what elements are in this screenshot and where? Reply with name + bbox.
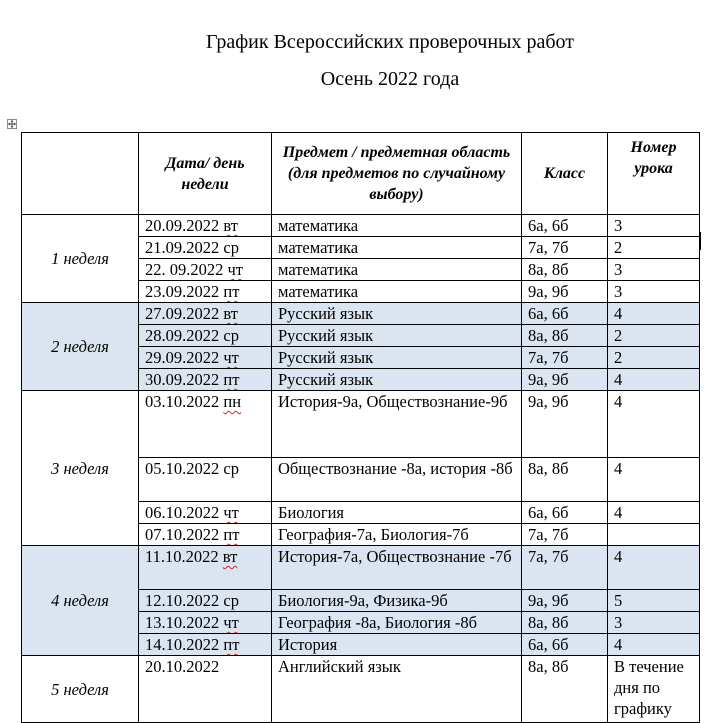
date-cell	[139, 303, 272, 325]
subject-cell: Биология	[272, 502, 522, 524]
date-cell	[139, 347, 272, 369]
document-subtitle: Осень 2022 года	[320, 68, 460, 90]
class-cell: 9а, 9б	[522, 281, 608, 303]
header-week	[22, 133, 139, 215]
class-cell: 8а, 8б	[522, 259, 608, 281]
weekday-text: ср	[223, 238, 239, 257]
schedule-table	[21, 132, 700, 723]
subject-cell: математика	[272, 281, 522, 303]
lesson-cell: 4	[608, 502, 700, 524]
lesson-cell: 4	[608, 458, 700, 502]
date-text: 30.09.2022	[145, 370, 220, 389]
date-cell	[139, 281, 272, 303]
lesson-cell: В течение дня по графику	[608, 656, 700, 723]
date-cell	[139, 546, 272, 590]
weekday-text: пн	[223, 392, 242, 411]
week-label: 2 неделя	[22, 303, 139, 391]
class-cell: 6а, 6б	[522, 502, 608, 524]
weekday-text: пт	[223, 635, 240, 654]
date-text: 07.10.2022	[145, 525, 220, 544]
lesson-cell: 2	[608, 347, 700, 369]
subject-cell: Обществознание -8а, история -8б	[272, 458, 522, 502]
date-text: 11.10.2022	[145, 547, 219, 566]
lesson-cell: 3	[608, 215, 700, 237]
lesson-cell: 2	[608, 237, 700, 259]
date-text: 06.10.2022	[145, 503, 220, 522]
document-title: График Всероссийских проверочных работ	[206, 31, 574, 53]
weekday-text: пт	[223, 525, 240, 544]
week-label: 1 неделя	[22, 215, 139, 303]
date-cell	[139, 369, 272, 391]
subject-cell: География -8а, Биология -8б	[272, 612, 522, 634]
table-row	[22, 215, 700, 237]
date-text: 29.09.2022	[145, 348, 220, 367]
weekday-text: ср	[223, 591, 239, 610]
date-cell	[139, 502, 272, 524]
class-cell: 8а, 8б	[522, 458, 608, 502]
date-text: 22. 09.2022	[145, 260, 224, 279]
lesson-cell: 5	[608, 590, 700, 612]
header-lesson: Номер урока	[608, 133, 700, 215]
date-text: 14.10.2022	[145, 635, 220, 654]
table-header-row	[22, 133, 700, 215]
date-text: 12.10.2022	[145, 591, 220, 610]
table-row	[22, 656, 700, 723]
subject-cell: Русский язык	[272, 303, 522, 325]
table-row	[22, 546, 700, 590]
subject-cell: математика	[272, 259, 522, 281]
lesson-cell: 4	[608, 303, 700, 325]
class-cell: 6а, 6б	[522, 634, 608, 656]
weekday-text: чт	[223, 613, 239, 632]
class-cell: 7а, 7б	[522, 237, 608, 259]
date-text: 21.09.2022	[145, 238, 220, 257]
subject-cell: Русский язык	[272, 347, 522, 369]
date-cell	[139, 391, 272, 458]
weekday-text: вт	[222, 547, 238, 566]
date-text: 05.10.2022	[145, 459, 220, 478]
subject-cell: математика	[272, 215, 522, 237]
weekday-text: чт	[223, 348, 239, 367]
class-cell: 8а, 8б	[522, 656, 608, 723]
lesson-cell: 3	[608, 281, 700, 303]
weekday-text: чт	[223, 503, 239, 522]
date-cell	[139, 259, 272, 281]
subject-cell: История-9а, Обществознание-9б	[272, 391, 522, 458]
date-text: 23.09.2022	[145, 282, 220, 301]
date-text: 20.10.2022	[145, 657, 220, 676]
header-date: Дата/ день недели	[139, 133, 272, 215]
date-cell	[139, 612, 272, 634]
date-cell	[139, 590, 272, 612]
date-text: 20.09.2022	[145, 216, 220, 235]
subject-cell: Английский язык	[272, 656, 522, 723]
class-cell: 6а, 6б	[522, 303, 608, 325]
subject-cell: математика	[272, 237, 522, 259]
subject-cell: Русский язык	[272, 369, 522, 391]
weekday-text: чт	[227, 260, 244, 279]
week-label: 5 неделя	[22, 656, 139, 723]
lesson-cell: 3	[608, 612, 700, 634]
class-cell: 7а, 7б	[522, 546, 608, 590]
class-cell: 7а, 7б	[522, 524, 608, 546]
week-label: 4 неделя	[22, 546, 139, 656]
header-class: Класс	[522, 133, 608, 215]
date-cell	[139, 656, 272, 723]
class-cell: 8а, 8б	[522, 612, 608, 634]
class-cell: 9а, 9б	[522, 369, 608, 391]
subject-cell: История-7а, Обществознание -7б	[272, 546, 522, 590]
lesson-cell: 3	[608, 259, 700, 281]
date-cell	[139, 634, 272, 656]
subject-cell: Биология-9а, Физика-9б	[272, 590, 522, 612]
lesson-cell: 4	[608, 391, 700, 458]
class-cell: 7а, 7б	[522, 347, 608, 369]
text-cursor	[700, 232, 701, 250]
class-cell: 8а, 8б	[522, 325, 608, 347]
date-cell	[139, 325, 272, 347]
date-text: 13.10.2022	[145, 613, 220, 632]
date-text: 03.10.2022	[145, 392, 220, 411]
date-text: 27.09.2022	[145, 304, 220, 323]
lesson-cell	[608, 524, 700, 546]
lesson-cell: 2	[608, 325, 700, 347]
weekday-text: вт	[223, 216, 238, 235]
table-move-handle-icon[interactable]	[7, 119, 17, 129]
week-label: 3 неделя	[22, 391, 139, 546]
class-cell: 9а, 9б	[522, 590, 608, 612]
date-cell	[139, 215, 272, 237]
weekday-text: ср	[223, 326, 239, 345]
class-cell: 9а, 9б	[522, 391, 608, 458]
weekday-text: пт	[223, 282, 240, 301]
weekday-text: вт	[223, 304, 238, 323]
table-row	[22, 391, 700, 458]
subject-cell: История	[272, 634, 522, 656]
class-cell: 6а, 6б	[522, 215, 608, 237]
lesson-cell: 4	[608, 369, 700, 391]
date-cell	[139, 524, 272, 546]
date-cell	[139, 237, 272, 259]
table-row	[22, 303, 700, 325]
lesson-cell: 4	[608, 634, 700, 656]
date-text: 28.09.2022	[145, 326, 220, 345]
header-subject: Предмет / предметная область (для предметов по случайному выбору)	[272, 133, 522, 215]
date-cell	[139, 458, 272, 502]
subject-cell: География-7а, Биология-7б	[272, 524, 522, 546]
weekday-text: ср	[223, 459, 239, 478]
subject-cell: Русский язык	[272, 325, 522, 347]
lesson-cell: 4	[608, 546, 700, 590]
weekday-text: пт	[223, 370, 240, 389]
